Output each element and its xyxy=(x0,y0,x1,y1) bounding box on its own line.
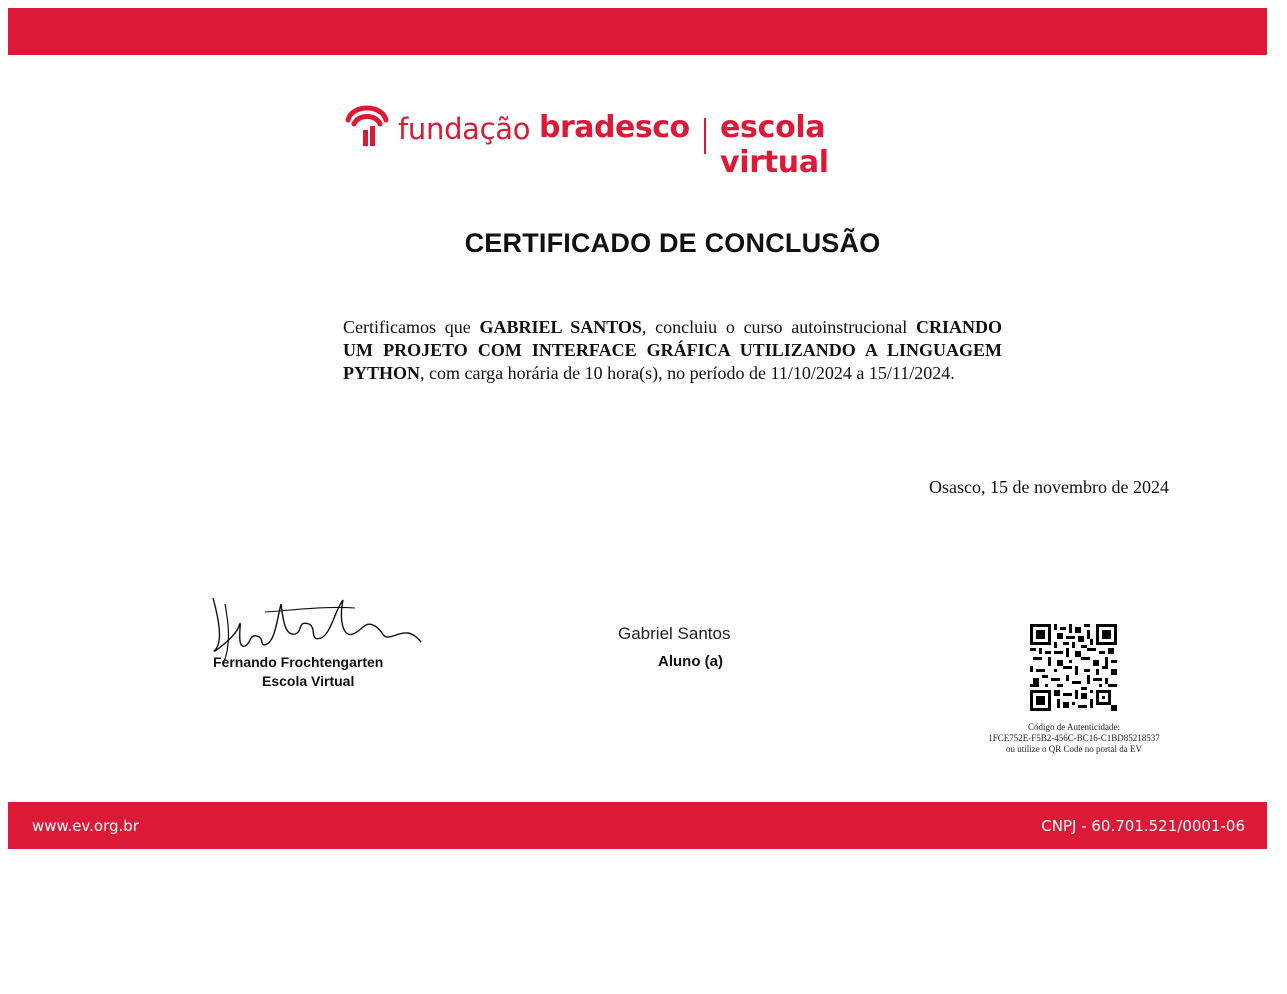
certificate-title: CERTIFICADO DE CONCLUSÃO xyxy=(464,228,881,258)
student-role: Aluno (a) xyxy=(658,653,723,670)
auth-code: 1FCE752E-F5B2-456C-BC16-C1BD85218537 xyxy=(988,733,1160,743)
student-signature-name: Gabriel Santos xyxy=(618,624,731,643)
place-date: Osasco, 15 de novembro de 2024 xyxy=(929,477,1169,497)
auth-label: Código de Autenticidade: xyxy=(1028,722,1120,732)
body-tail: , com carga horária de 10 hora(s), no período de 11/10/2024 a 15/11/2024. xyxy=(420,363,955,383)
top-red-band xyxy=(8,8,1267,55)
body-student-name: GABRIEL SANTOS xyxy=(479,317,642,337)
bradesco-tree-icon xyxy=(342,100,392,152)
director-role: Escola Virtual xyxy=(262,673,355,689)
certificate-body xyxy=(343,316,1002,385)
auth-hint: ou utilize o QR Code no portal da EV xyxy=(1006,744,1142,754)
logo-word-escola-virtual: escola virtual xyxy=(720,110,829,180)
fundacao-bradesco-logo xyxy=(342,98,942,180)
body-course-name: CRIANDO UM PROJETO COM INTERFACE GRÁFICA UTILIZANDO A LINGUAGEM PYTHON xyxy=(343,317,1003,383)
body-intro: Certificamos que xyxy=(343,317,471,337)
body-mid: , concluiu o curso autoinstrucional xyxy=(641,317,908,337)
logo-word-bradesco: bradesco xyxy=(539,110,690,145)
footer-website: www.ev.org.br xyxy=(32,817,139,835)
director-name: Fernando Frochtengarten xyxy=(213,654,384,670)
logo-separator xyxy=(704,118,706,154)
bottom-red-band xyxy=(8,802,1267,849)
footer-cnpj: CNPJ - 60.701.521/0001-06 xyxy=(1041,817,1245,835)
qr-code-icon xyxy=(1030,624,1117,711)
authentication-block xyxy=(944,722,1204,755)
logo-word-fundacao: fundação xyxy=(398,112,531,146)
